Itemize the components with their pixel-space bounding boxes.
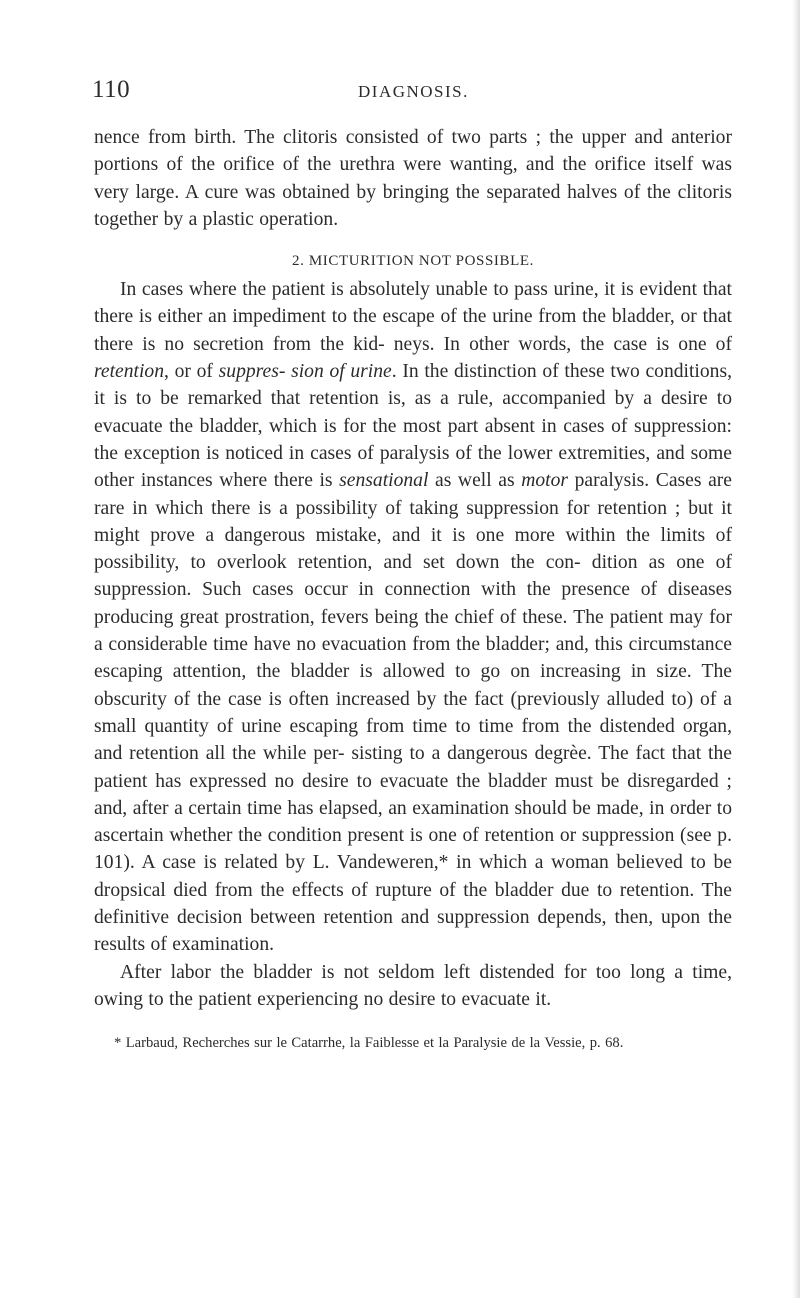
text-run: as well as [428, 470, 522, 492]
paragraph-retention-suppression [94, 276, 732, 958]
paragraph-after-labor: After labor the bladder is not seldom left distended for too long a time, owing to the patient experiencing no desire to evacuate it. [94, 961, 732, 1010]
italic-term-sensational: sensational [339, 470, 429, 492]
paragraph-continued: nence from birth. The clitoris consisted of two parts ; the upper and anterior portions of the orifice of the urethra were wanting, and the orifice itself was very large. A cure was obtained by bringing the separated halves of the clitoris together by a plastic operation. [94, 127, 732, 230]
page-number: 110 [92, 76, 131, 103]
page-header [0, 76, 800, 110]
page-edge-shadow [792, 0, 800, 1298]
italic-term-retention: retention [94, 361, 165, 383]
text-run: In cases where the patient is absolutely unable to pass urine, it is evident that there is either an impediment to the escape of the urine from the bladder, or that there is no secretion from the kid- neys. In other words, the case is one of [94, 279, 732, 355]
body-text [94, 124, 732, 1054]
text-run: , or of [164, 361, 219, 383]
italic-term-motor: motor [521, 470, 569, 492]
text-run: . In the distinction of these two conditions, it is to be remarked that retention is, as a rule, accompanied by a desire to evacuate the bladder, which is for the most part absent in cases of suppression: the exception is noticed in cases of paralysis of the lower extremities, and some other instances where there is [94, 361, 732, 492]
section-heading: 2. MICTURITION NOT POSSIBLE. [292, 253, 534, 270]
footnote: * Larbaud, Recherches sur le Catarrhe, la Faiblesse et la Paralysie de la Vessie, p. 68. [114, 1035, 624, 1052]
text-run: paralysis. Cases are rare in which there is a possibility of taking suppression for retention ; but it might prove a dangerous mistake, and it is one more within the limits of possibility, to overlook retention, and set down the con- dition as one of suppression. Such cases occur in connection with the presence of diseases producing great prostration, fevers being the chief of these. The patient may for a considerable time have no evacuation from the bladder; and, this circumstance escaping attention, the bladder is allowed to go on increasing in size. The obscurity of the case is often increased by the fact (previously alluded to) of a small quantity of urine escaping from time to time from the distended organ, and retention all the while per- sisting to a dangerous degrèe. The fact that the patient has expressed no desire to evacuate the bladder must be disregarded ; and, after a certain time has elapsed, an examination should be made, in order to ascertain whether the condition present is one of retention or suppression (see p. 101). A case is related by L. Vandeweren,* in which a woman believed to be dropsical died from the effects of rupture of the bladder due to retention. The definitive decision between retention and suppression depends, then, upon the results of examination. [94, 470, 732, 956]
running-head: DIAGNOSIS. [358, 82, 469, 101]
italic-term-suppression: suppres- sion of urine [218, 361, 392, 383]
